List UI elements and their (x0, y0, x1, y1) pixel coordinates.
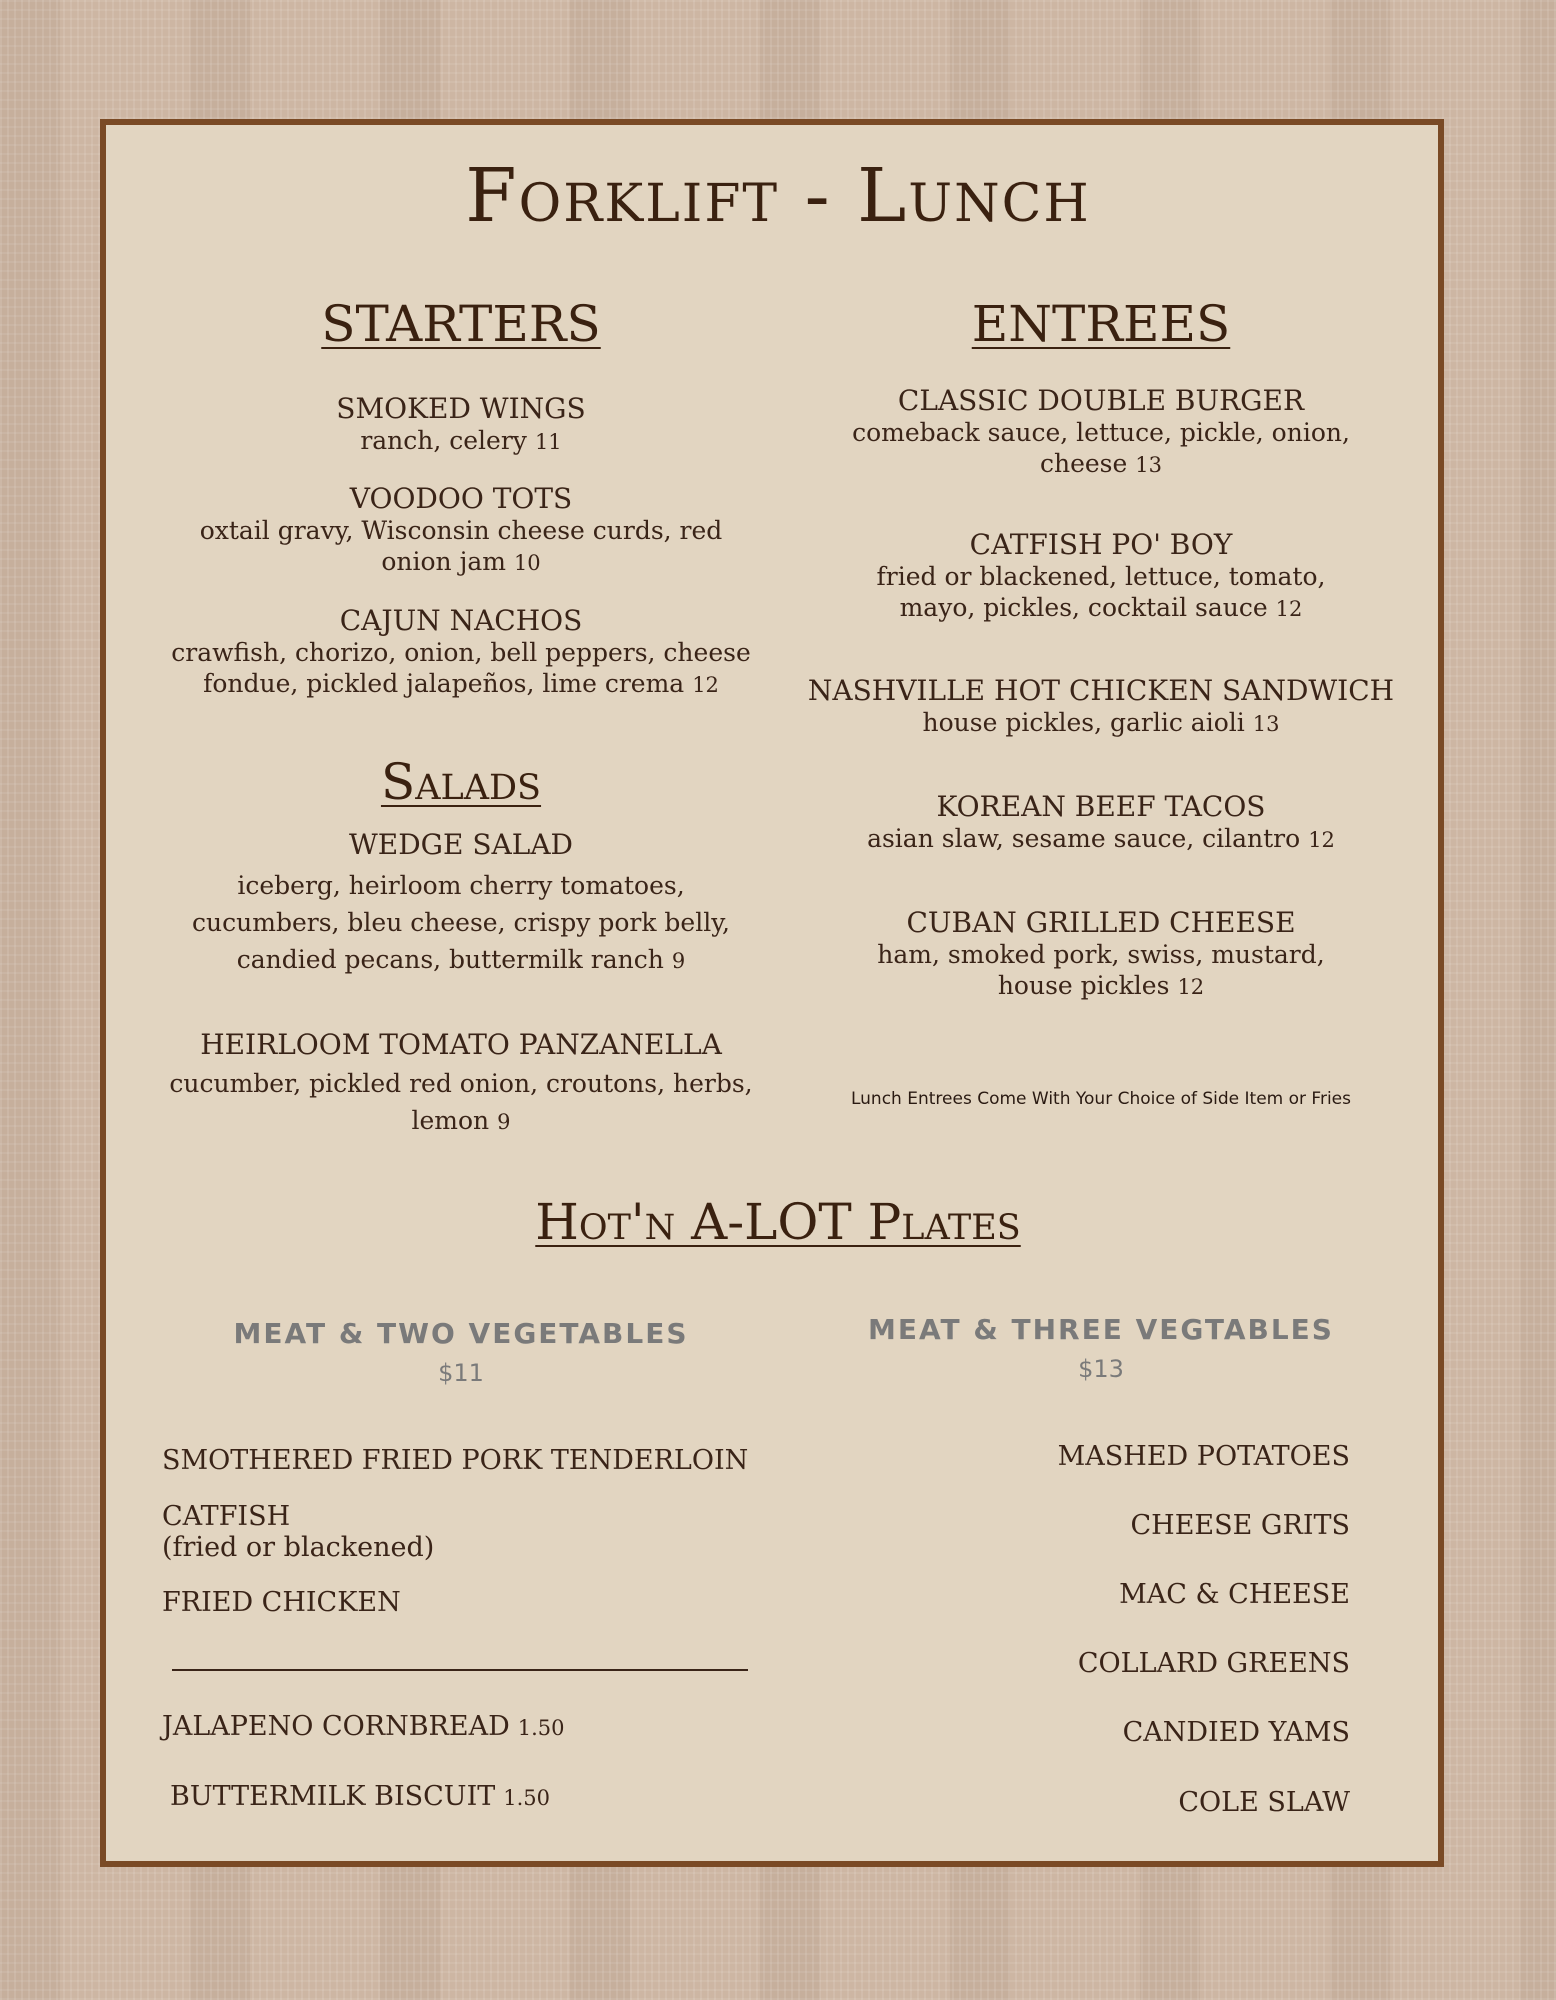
item-desc: iceberg, heirloom cherry tomatoes, cucumbers, bleu cheese, crispy pork belly, candied pecans, buttermilk ranch (192, 871, 730, 974)
item-desc: fried or blackened, lettuce, tomato, mayo, pickles, cocktail sauce (876, 562, 1326, 622)
three-veg-price: $13 (1078, 1355, 1124, 1383)
meat-note: (fried or blackened) (162, 1532, 435, 1563)
item-name: KOREAN BEEF TACOS (936, 790, 1266, 823)
item-desc: cucumber, pickled red onion, croutons, herbs, lemon (169, 1069, 753, 1135)
bread-name: BUTTERMILK BISCUIT (170, 1781, 496, 1812)
item-name: SMOKED WINGS (336, 392, 586, 425)
item-name: WEDGE SALAD (348, 828, 574, 861)
item-price: 11 (534, 430, 562, 454)
menu-card (100, 119, 1444, 1867)
entree-item (806, 907, 1396, 1003)
item-desc: house pickles, garlic aioli (922, 708, 1245, 737)
item-price: 12 (1308, 828, 1335, 852)
item-name: VOODOO TOTS (349, 482, 573, 515)
item-price: 12 (1275, 597, 1303, 621)
item-desc: ranch, celery (360, 426, 527, 455)
divider (172, 1669, 748, 1671)
meat-item: FRIED CHICKEN (162, 1587, 401, 1618)
salad-item (166, 829, 756, 980)
item-price: 9 (671, 949, 686, 973)
entrees-heading: ENTREES (971, 295, 1231, 353)
item-desc: comeback sauce, lettuce, pickle, onion, cheese (852, 418, 1350, 478)
salads-heading: Salads (380, 753, 542, 811)
starter-item (166, 483, 756, 579)
item-price: 13 (1135, 453, 1163, 477)
meat-item (162, 1501, 434, 1563)
item-price: 9 (497, 1110, 511, 1134)
starter-item (166, 393, 756, 458)
item-price: 12 (692, 673, 719, 697)
side-item: COLLARD GREENS (1077, 1648, 1350, 1679)
item-desc: crawfish, chorizo, onion, bell peppers, cheese fondue, pickled jalapeños, lime crema (171, 638, 751, 698)
item-desc: oxtail gravy, Wisconsin cheese curds, red onion jam (199, 516, 723, 576)
plates-heading: Hot'n A-LOT Plates (535, 1193, 1021, 1251)
two-veg-heading: MEAT & TWO VEGETABLES (233, 1317, 689, 1350)
item-name: CAJUN NACHOS (339, 604, 583, 637)
meat-item: SMOTHERED FRIED PORK TENDERLOIN (162, 1445, 749, 1476)
three-veg-heading: MEAT & THREE VEGTABLES (868, 1313, 1334, 1346)
bread-name: JALAPENO CORNBREAD (162, 1711, 510, 1742)
item-name: NASHVILLE HOT CHICKEN SANDWICH (807, 674, 1395, 707)
side-item: CANDIED YAMS (1122, 1717, 1350, 1748)
starters-heading: STARTERS (321, 295, 601, 353)
item-name: CLASSIC DOUBLE BURGER (897, 384, 1305, 417)
side-item: CHEESE GRITS (1130, 1510, 1350, 1541)
item-price: 12 (1177, 975, 1205, 999)
bread-price: 1.50 (517, 1716, 565, 1740)
bread-item (162, 1711, 565, 1744)
salad-item (166, 1029, 756, 1141)
entree-item (806, 529, 1396, 625)
side-item: MASHED POTATOES (1057, 1441, 1350, 1472)
entree-note: Lunch Entrees Come With Your Choice of Side Item or Fries (850, 1089, 1351, 1109)
meat-name: CATFISH (162, 1501, 291, 1532)
item-price: 13 (1252, 712, 1280, 736)
item-price: 10 (513, 551, 541, 575)
item-name: HEIRLOOM TOMATO PANZANELLA (200, 1028, 722, 1061)
starter-item (166, 605, 756, 701)
menu-title: Forklift - Lunch (465, 153, 1091, 239)
item-desc: ham, smoked pork, swiss, mustard, house pickles (877, 940, 1325, 1000)
item-desc: asian slaw, sesame sauce, cilantro (867, 824, 1301, 853)
side-item: COLE SLAW (1178, 1787, 1350, 1818)
side-item: MAC & CHEESE (1119, 1579, 1350, 1610)
entree-item (806, 675, 1396, 740)
bread-item (170, 1781, 550, 1814)
item-name: CUBAN GRILLED CHEESE (906, 906, 1296, 939)
entree-item (806, 791, 1396, 856)
item-name: CATFISH PO' BOY (969, 528, 1233, 561)
bread-price: 1.50 (503, 1786, 551, 1810)
entree-item (806, 385, 1396, 481)
two-veg-price: $11 (438, 1359, 484, 1387)
